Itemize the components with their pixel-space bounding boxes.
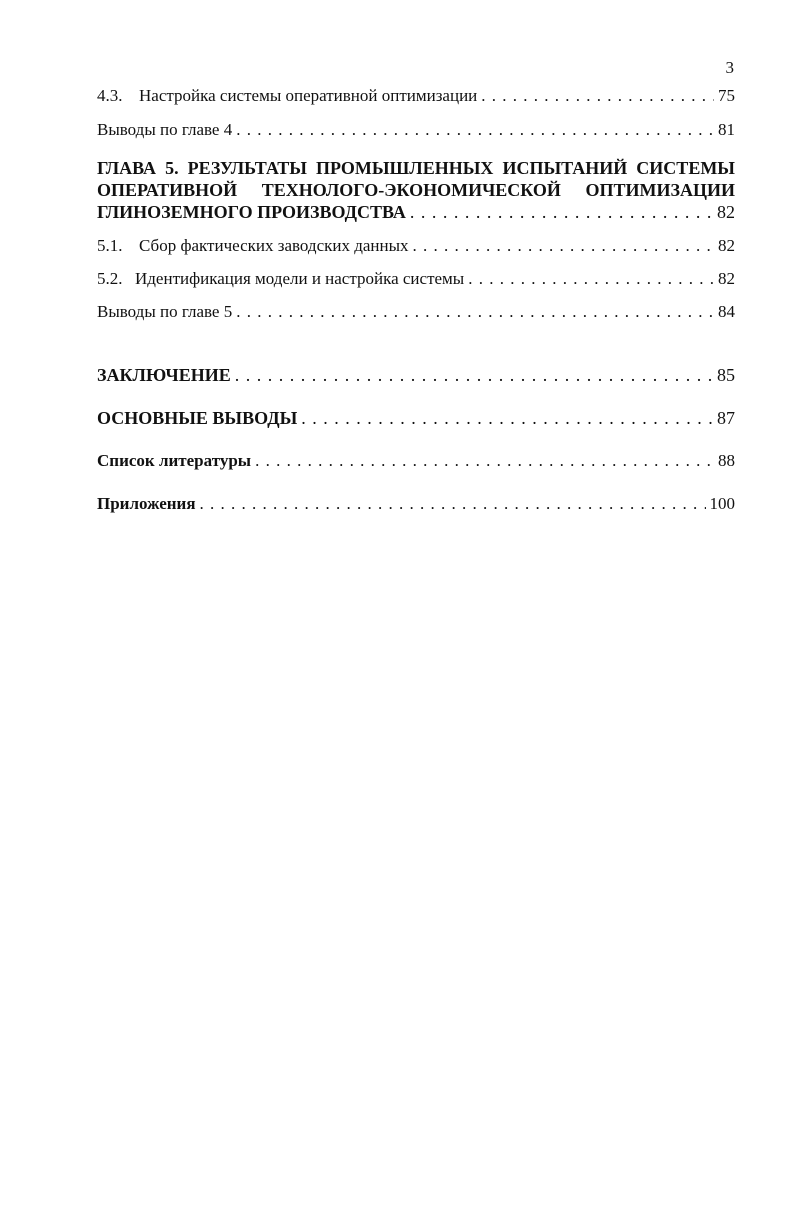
toc-entry-references (97, 450, 735, 472)
section-title: Выводы по главе 4 (97, 120, 233, 139)
dot-leader (200, 493, 706, 515)
dot-leader (413, 235, 714, 257)
page-ref: 85 (717, 365, 735, 385)
chapter-title-end: ГЛИНОЗЕМНОГО ПРОИЗВОДСТВА (97, 202, 406, 222)
section-number: 5.2. (97, 269, 123, 288)
dot-leader (236, 301, 714, 323)
section-title: ЗАКЛЮЧЕНИЕ (97, 365, 231, 385)
dot-leader (301, 407, 713, 429)
page-ref: 100 (709, 494, 735, 513)
toc-entry-conclusions-ch4 (97, 119, 735, 141)
table-of-contents (97, 85, 735, 515)
page-ref: 82 (717, 202, 735, 222)
toc-entry-label (97, 268, 464, 290)
dot-leader (236, 119, 714, 141)
toc-chapter-5 (97, 157, 735, 223)
section-title: Приложения (97, 494, 196, 513)
dot-leader (410, 201, 713, 223)
section-title: Сбор фактических заводских данных (139, 236, 409, 255)
page-ref: 84 (718, 302, 735, 321)
section-title: Выводы по главе 5 (97, 302, 233, 321)
page-number: 3 (725, 58, 734, 77)
chapter-title-line-1: ГЛАВА 5. РЕЗУЛЬТАТЫ ПРОМЫШЛЕННЫХ ИСПЫТАНИЙ СИСТЕМЫ (97, 158, 735, 178)
toc-entry-5-2 (97, 268, 735, 290)
dot-leader (481, 85, 714, 107)
section-title: Список литературы (97, 451, 252, 470)
section-title: Настройка системы оперативной оптимизации (139, 86, 478, 105)
page-ref: 82 (718, 269, 735, 288)
dot-leader (255, 450, 714, 472)
toc-entry-appendices (97, 493, 735, 515)
dot-leader (468, 268, 714, 290)
section-number: 4.3. (97, 86, 123, 105)
page-ref: 87 (717, 408, 735, 428)
dot-leader (235, 364, 713, 386)
section-number: 5.1. (97, 236, 123, 255)
toc-entry-4-3 (97, 85, 735, 107)
chapter-title-line-2: ОПЕРАТИВНОЙ ТЕХНОЛОГО-ЭКОНОМИЧЕСКОЙ ОПТИМИЗАЦИИ (97, 180, 735, 200)
section-title: Идентификация модели и настройка системы (135, 269, 465, 288)
chapter-title-line-3 (97, 201, 735, 223)
page-ref: 82 (718, 236, 735, 255)
toc-entry-label (97, 235, 409, 257)
page-ref: 75 (718, 86, 735, 105)
toc-entry-conclusion (97, 364, 735, 386)
toc-entry-conclusions-ch5 (97, 301, 735, 323)
toc-entry-label (97, 85, 477, 107)
toc-entry-5-1 (97, 235, 735, 257)
page-ref: 81 (718, 120, 735, 139)
section-title: ОСНОВНЫЕ ВЫВОДЫ (97, 408, 298, 428)
toc-entry-main-findings (97, 407, 735, 429)
page-ref: 88 (718, 451, 735, 470)
